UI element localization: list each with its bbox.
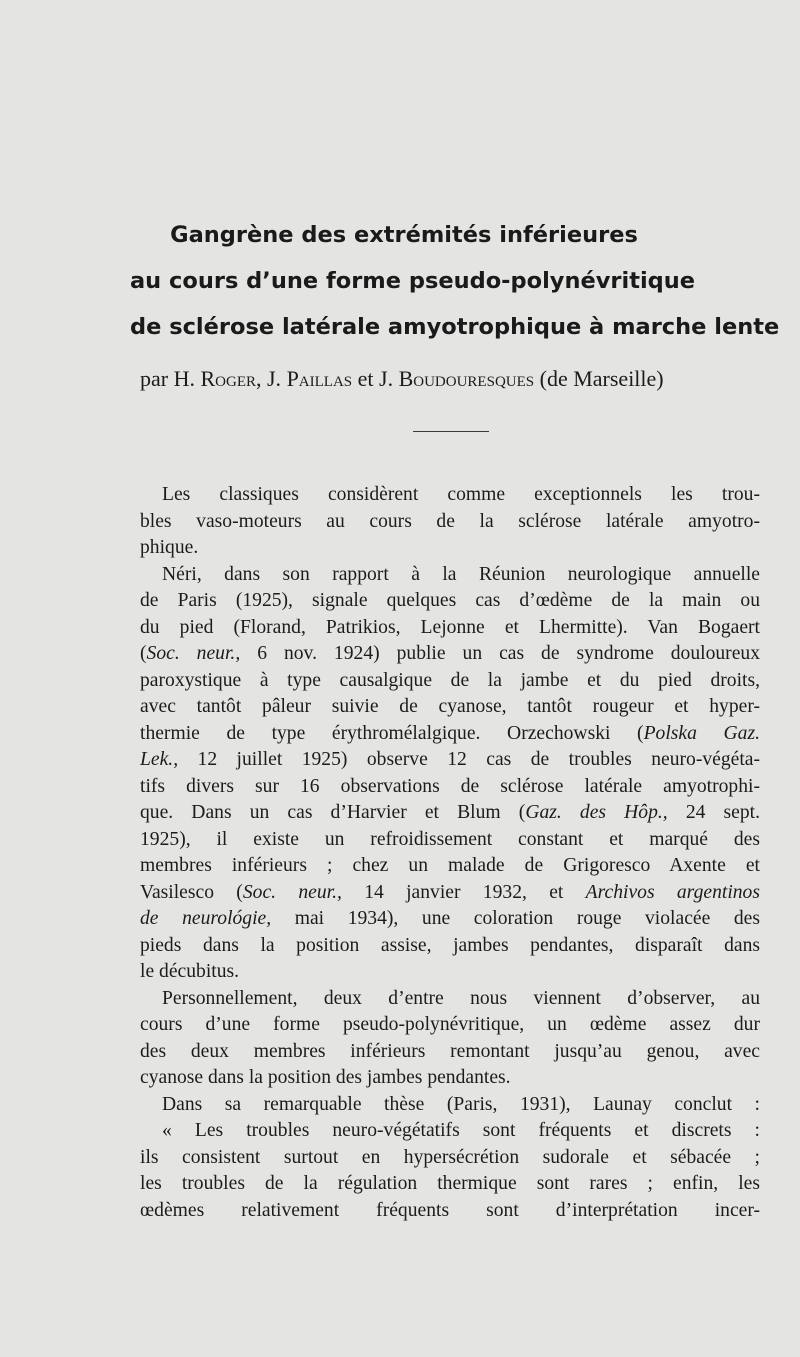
article-body — [140, 482, 760, 1224]
text-line: le décubitus. — [140, 961, 240, 982]
text-line — [140, 880, 760, 907]
author-paillas: Paillas — [286, 366, 353, 391]
text-line — [140, 721, 760, 748]
author-boudouresques: Boudouresques — [398, 366, 535, 391]
text-line: les troubles de la régulation thermique sont rares ; enfin, les — [140, 1173, 760, 1194]
author-roger: Roger — [200, 366, 256, 391]
text-fragment: 12 juillet 1925) observe 12 cas de troubles neuro-végéta- — [178, 749, 760, 770]
text-fragment: 14 janvier 1932, et — [341, 881, 586, 903]
title-line-3: de sclérose latérale amyotrophique à marche lente — [130, 314, 780, 340]
text-line: Dans sa remarquable thèse (Paris, 1931), Launay conclut : — [162, 1093, 760, 1115]
author-byline — [140, 364, 800, 394]
text-line: 1925), il existe un refroidissement constant et marqué des — [140, 828, 760, 850]
text-line: de Paris (1925), signale quelques cas d’œdème de la main ou — [140, 590, 760, 611]
byline-sep-1: , J. — [256, 366, 287, 391]
byline-prefix: par H. — [140, 366, 201, 391]
text-fragment: 24 sept. — [667, 802, 761, 823]
text-line: des deux membres inférieurs remontant jusqu’au genou, avec — [140, 1040, 760, 1062]
text-line: paroxystique à type causalgique de la jambe et du pied droits, — [140, 669, 760, 691]
citation-italic: Polska Gaz. — [643, 722, 760, 744]
text-fragment: mai 1934), une coloration rouge violacée des — [271, 908, 760, 929]
text-line — [140, 747, 760, 774]
text-line — [140, 800, 760, 827]
article-title — [130, 212, 780, 350]
title-line-2: au cours d’une forme pseudo-polynévritique — [130, 268, 696, 294]
text-line: avec tantôt pâleur suivie de cyanose, tantôt rougeur et hyper- — [140, 696, 760, 717]
text-line: Néri, dans son rapport à la Réunion neurologique annuelle — [162, 563, 760, 585]
title-line-1: Gangrène des extrémités inférieures — [170, 222, 638, 248]
byline-affiliation: (de Marseille) — [534, 366, 664, 391]
text-line: cyanose dans la position des jambes pendantes. — [140, 1067, 511, 1088]
text-line: tifs divers sur 16 observations de sclérose latérale amyotrophi- — [140, 775, 760, 797]
text-line: Les classiques considèrent comme exceptionnels les trou- — [162, 484, 760, 505]
citation-italic: Soc. neur., — [146, 643, 241, 664]
text-line: ils consistent surtout en hypersécrétion sudorale et sébacée ; — [140, 1146, 760, 1168]
text-line: membres inférieurs ; chez un malade de Grigoresco Axente et — [140, 855, 760, 876]
text-line: cours d’une forme pseudo-polynévritique, un œdème assez dur — [140, 1014, 760, 1035]
byline-sep-2: et J. — [352, 366, 399, 391]
text-fragment: thermie de type érythromélalgique. Orzechowski ( — [140, 722, 644, 744]
text-fragment: ( — [140, 643, 147, 664]
separator-rule — [413, 431, 489, 432]
citation-italic: Soc. neur., — [242, 881, 342, 903]
citation-italic: Archivos argentinos — [585, 881, 760, 903]
text-fragment: que. Dans un cas d’Harvier et Blum ( — [140, 802, 526, 823]
citation-italic: de neurológie, — [140, 908, 272, 929]
text-line: Personnellement, deux d’entre nous viennent d’observer, au — [162, 987, 760, 1009]
citation-italic: Lek., — [140, 749, 179, 770]
text-line — [140, 906, 760, 933]
text-line: du pied (Florand, Patrikios, Lejonne et Lhermitte). Van Bogaert — [140, 616, 760, 638]
text-fragment: Vasilesco ( — [140, 881, 243, 903]
text-line: pieds dans la position assise, jambes pendantes, disparaît dans — [140, 934, 760, 956]
text-line: œdèmes relativement fréquents sont d’interprétation incer- — [140, 1199, 760, 1221]
citation-italic: Gaz. des Hôp., — [525, 802, 668, 823]
text-line — [140, 641, 760, 668]
text-line: phique. — [140, 537, 199, 558]
text-line: « Les troubles neuro-végétatifs sont fréquents et discrets : — [162, 1120, 760, 1141]
text-line: bles vaso-moteurs au cours de la sclérose latérale amyotro- — [140, 510, 760, 532]
text-fragment: 6 nov. 1924) publie un cas de syndrome douloureux — [240, 643, 760, 664]
